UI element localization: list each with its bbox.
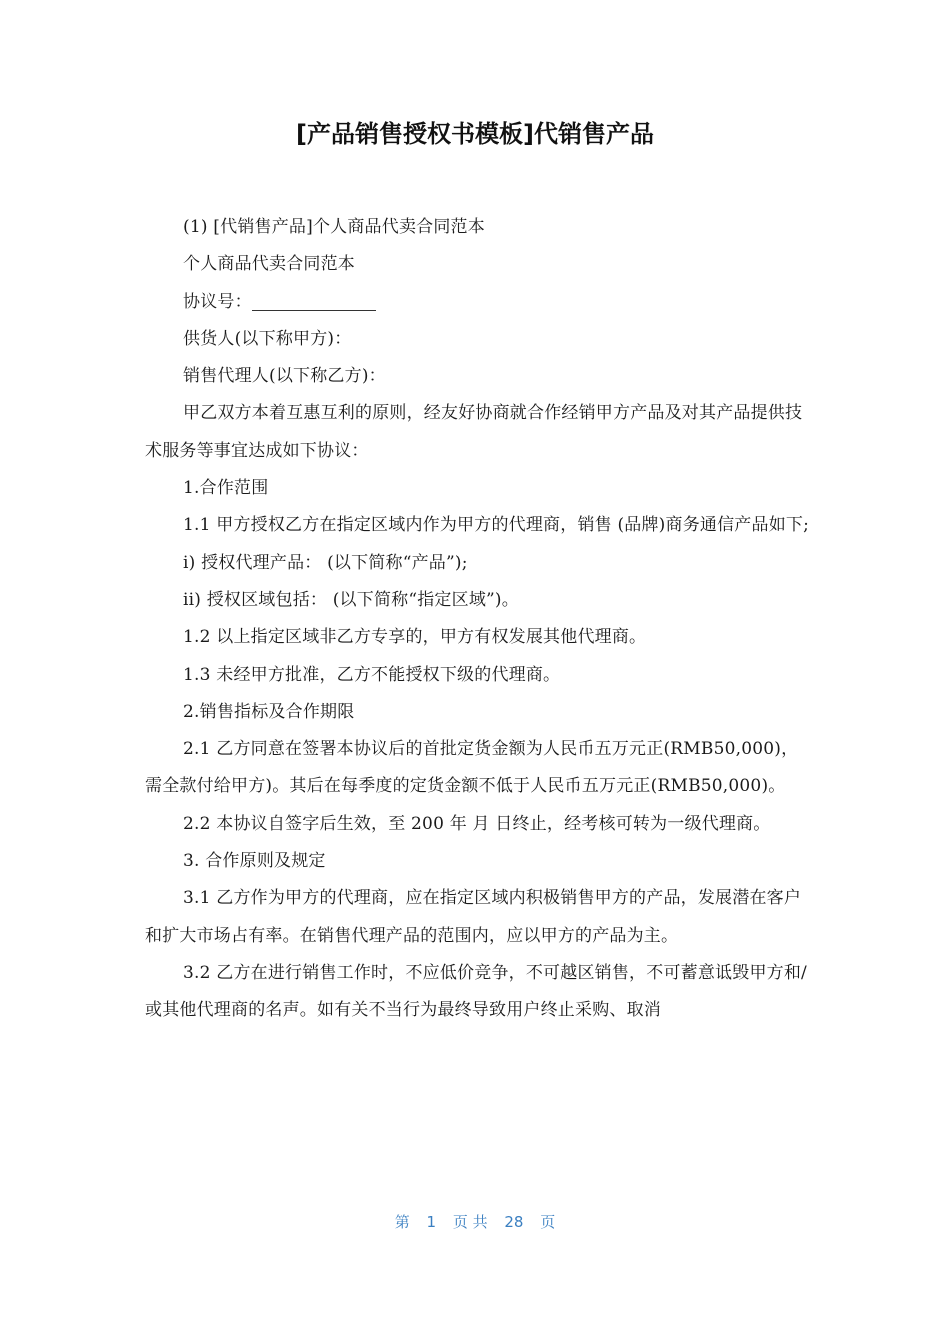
footer-current-page: 1 [426, 1213, 437, 1231]
paragraph: 甲乙双方本着互惠互利的原则，经友好协商就合作经销甲方产品及对其产品提供技术服务等事宜达成如下协议： [145, 403, 803, 461]
agreement-number-label: 协议号： [183, 291, 252, 312]
paragraph: 2.1 乙方同意在签署本协议后的首批定货金额为人民币五万元正(RMB50,000)，需全款付给甲方)。其后在每季度的定货金额不低于人民币五万元正(RMB50,000)。 [145, 739, 799, 797]
page-footer [0, 1210, 950, 1234]
paragraph: i) 授权代理产品： (以下简称“产品”); [183, 552, 468, 573]
footer-suffix: 页 [540, 1213, 556, 1231]
paragraph: 3.1 乙方作为甲方的代理商，应在指定区域内积极销售甲方的产品，发展潜在客户和扩大市场占有率。在销售代理产品的范围内，应以甲方的产品为主。 [145, 888, 802, 946]
section-heading: 3. 合作原则及规定 [183, 851, 326, 872]
paragraph: 2.2 本协议自签字后生效，至 200 年 月 日终止，经考核可转为一级代理商。 [183, 813, 771, 834]
footer-prefix: 第 [394, 1213, 410, 1231]
footer-middle: 页 共 [452, 1213, 488, 1231]
document-title: [产品销售授权书模板]代销售产品 [296, 120, 654, 148]
paragraph: 1.1 甲方授权乙方在指定区域内作为甲方的代理商，销售 (品牌)商务通信产品如下; [183, 515, 810, 536]
agreement-number-blank [252, 292, 376, 311]
paragraph: 1.2 以上指定区域非乙方专享的，甲方有权发展其他代理商。 [183, 627, 647, 648]
footer-total-pages: 28 [504, 1213, 524, 1231]
section-heading: 2.销售指标及合作期限 [183, 701, 355, 722]
paragraph: 1.3 未经甲方批准，乙方不能授权下级的代理商。 [183, 664, 561, 685]
paragraph: 供货人(以下称甲方)： [183, 328, 352, 349]
paragraph: 3.2 乙方在进行销售工作时，不应低价竞争，不可越区销售，不可蓄意诋毁甲方和/或其他代理商的名声。如有关不当行为最终导致用户终止采购、取消 [145, 962, 807, 1021]
paragraph: (1) [代销售产品]个人商品代卖合同范本 [183, 217, 485, 237]
paragraph: 个人商品代卖合同范本 [183, 254, 355, 275]
paragraph: 销售代理人(以下称乙方)： [183, 366, 386, 387]
document-body [145, 209, 810, 1030]
paragraph: ii) 授权区域包括： (以下简称“指定区域”)。 [183, 589, 519, 610]
paragraph-agreement-number [145, 284, 810, 321]
section-heading: 1.合作范围 [183, 478, 269, 499]
